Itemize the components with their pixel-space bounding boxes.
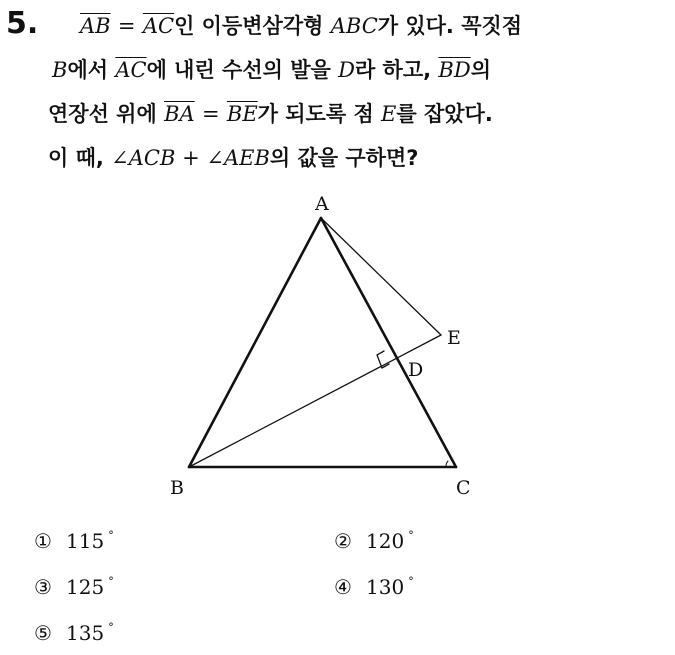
choice-mark: ① — [34, 529, 52, 553]
choice-2[interactable] — [334, 529, 414, 553]
label-d: D — [408, 359, 424, 381]
segment-ab: $\overline{AB}$ — [80, 14, 111, 38]
choice-mark: ④ — [334, 575, 352, 599]
problem-number: 5. — [6, 6, 39, 41]
choice-value: 125 — [66, 575, 105, 599]
label-a: A — [315, 193, 329, 215]
line-ae — [321, 218, 441, 335]
point-b: B — [52, 58, 68, 82]
point-d: D — [338, 58, 355, 82]
degree-unit: ° — [408, 529, 414, 542]
choice-value: 120 — [366, 529, 405, 553]
statement-text: 인 이등변삼각형 — [174, 14, 331, 38]
angle-expression: ∠ACB + ∠AEB — [111, 146, 270, 170]
choice-value: 115 — [66, 529, 105, 553]
label-b: B — [170, 477, 184, 499]
point-e: E — [381, 102, 397, 126]
segment-bd: $\overline{BD}$ — [438, 58, 471, 82]
equals-sign: = — [201, 102, 220, 126]
choice-value: 130 — [366, 575, 405, 599]
choice-value: 135 — [66, 621, 105, 645]
segment-be: $\overline{BE}$ — [226, 102, 258, 126]
statement-text: 에 내린 수선의 발을 — [146, 58, 339, 82]
equals-sign: = — [117, 14, 136, 38]
statement-text: 가 되도록 점 — [257, 102, 382, 126]
statement-text: 라 하고, — [354, 58, 439, 82]
degree-unit: ° — [408, 575, 414, 588]
label-c: C — [456, 477, 471, 499]
segment-ac: $\overline{AC}$ — [115, 58, 147, 82]
statement-text: 연장선 위에 — [48, 102, 165, 126]
choice-1[interactable] — [34, 529, 114, 553]
choice-4[interactable] — [334, 575, 414, 599]
segment-ba: $\overline{BA}$ — [164, 102, 195, 126]
statement-text: 가 있다. 꼭짓점 — [377, 14, 523, 38]
statement-text: 에서 — [67, 58, 116, 82]
degree-unit: ° — [108, 575, 114, 588]
side-ab — [189, 218, 321, 467]
choice-3[interactable] — [34, 575, 114, 599]
side-ac — [321, 218, 456, 467]
triangle-abc: ABC — [330, 14, 378, 38]
choice-mark: ③ — [34, 575, 52, 599]
degree-unit: ° — [108, 529, 114, 542]
statement-text: 의 — [470, 58, 491, 82]
choice-mark: ② — [334, 529, 352, 553]
statement-text: 이 때, — [48, 146, 112, 170]
choice-mark: ⑤ — [34, 621, 52, 645]
label-e: E — [447, 327, 461, 349]
degree-unit: ° — [108, 621, 114, 634]
segment-ac: $\overline{AC}$ — [142, 14, 175, 38]
statement-text: 를 잡았다. — [396, 102, 493, 126]
statement-text: 의 값을 구하면? — [269, 146, 419, 170]
choice-5[interactable] — [34, 621, 114, 645]
line-be — [189, 335, 441, 467]
